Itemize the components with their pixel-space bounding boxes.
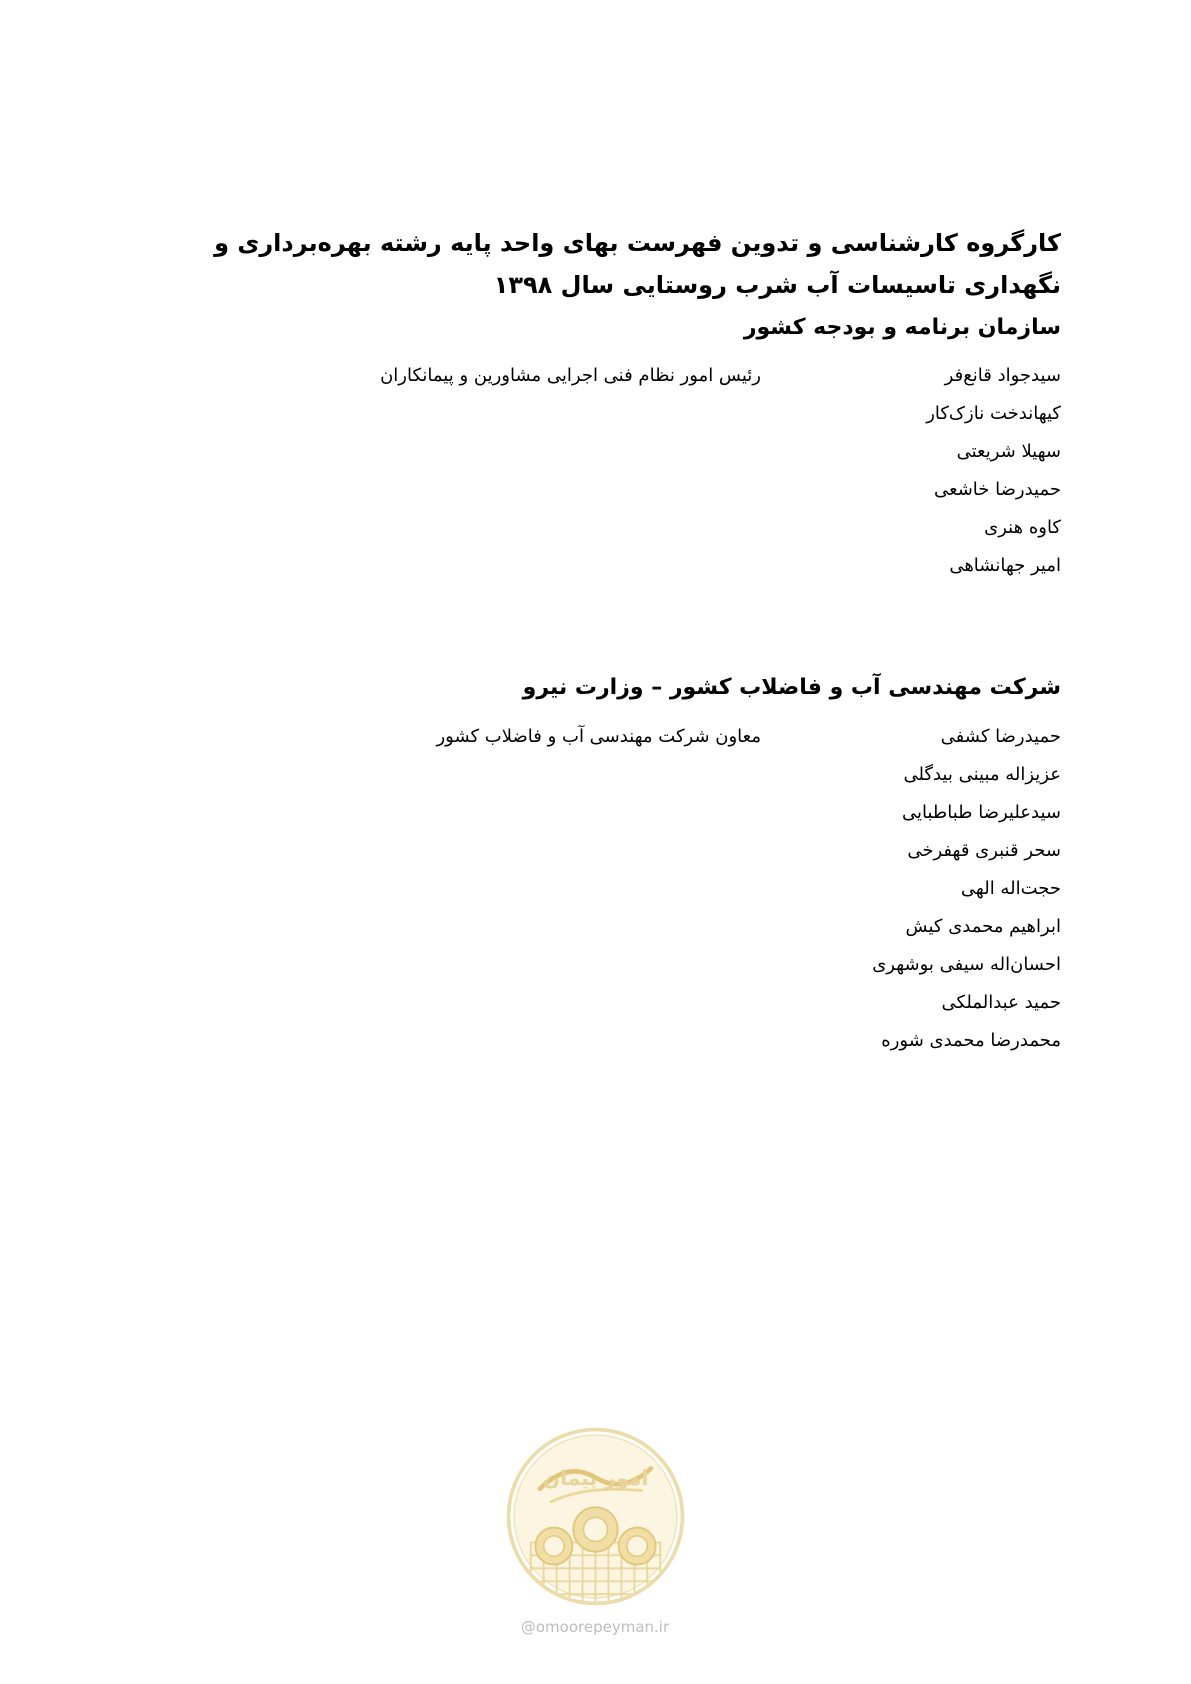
website-url: @omoorepeyman.ir — [520, 1618, 670, 1636]
member-name: حمیدرضا خاشعی — [934, 479, 1061, 500]
member-name: سیدعلیرضا طباطبایی — [901, 802, 1061, 823]
member-role: رئیس امور نظام فنی اجرایی مشاورین و پیمانکاران — [380, 365, 761, 386]
member-name: محمدرضا محمدی شوره — [881, 1030, 1061, 1051]
member-name: سحر قنبری قهفرخی — [907, 840, 1061, 861]
watermark-logo — [503, 1424, 688, 1609]
list-item — [141, 547, 1061, 585]
member-name: سهیلا شریعتی — [956, 441, 1061, 462]
member-name: عزیزاله مبینی بیدگلی — [903, 764, 1061, 785]
list-item — [141, 1022, 1061, 1060]
list-item — [141, 832, 1061, 870]
member-name: حمیدرضا کشفی — [940, 726, 1061, 747]
list-item — [141, 946, 1061, 984]
member-name: حجت‌اله الهی — [960, 878, 1061, 899]
list-item — [141, 357, 1061, 395]
list-item — [141, 718, 1061, 756]
list-item — [141, 756, 1061, 794]
member-name: ابراهیم محمدی کیش — [905, 916, 1061, 937]
omoore-peyman-seal-icon — [503, 1424, 688, 1609]
logo-text: امور پیمان — [542, 1466, 649, 1491]
list-item — [141, 870, 1061, 908]
member-role: معاون شرکت مهندسی آب و فاضلاب کشور — [436, 726, 761, 747]
section-heading-water-engineering-company: شرکت مهندسی آب و فاضلاب کشور – وزارت نیرو — [522, 675, 1061, 700]
member-list-budget-organization — [141, 357, 1061, 585]
list-item — [141, 984, 1061, 1022]
list-item — [141, 433, 1061, 471]
member-name: کاوه هنری — [984, 517, 1061, 538]
section-heading-budget-organization: سازمان برنامه و بودجه کشور — [743, 315, 1061, 340]
list-item — [141, 395, 1061, 433]
member-list-water-engineering-company — [141, 718, 1061, 1060]
page-title: کارگروه کارشناسی و تدوین فهرست بهای واحد پایه رشته بهره‌برداری و نگهداری تاسیسات آب شرب روستایی سال ۱۳۹۸ — [214, 229, 1061, 299]
list-item — [141, 794, 1061, 832]
list-item — [141, 509, 1061, 547]
list-item — [141, 471, 1061, 509]
member-name: سیدجواد قانع‌فر — [944, 365, 1061, 386]
list-item — [141, 908, 1061, 946]
member-name: امیر جهانشاهی — [949, 555, 1061, 576]
member-name: کیهاندخت نازک‌کار — [926, 403, 1061, 424]
member-name: حمید عبدالملکی — [941, 992, 1061, 1013]
member-name: احسان‌اله سیفی بوشهری — [872, 954, 1061, 975]
